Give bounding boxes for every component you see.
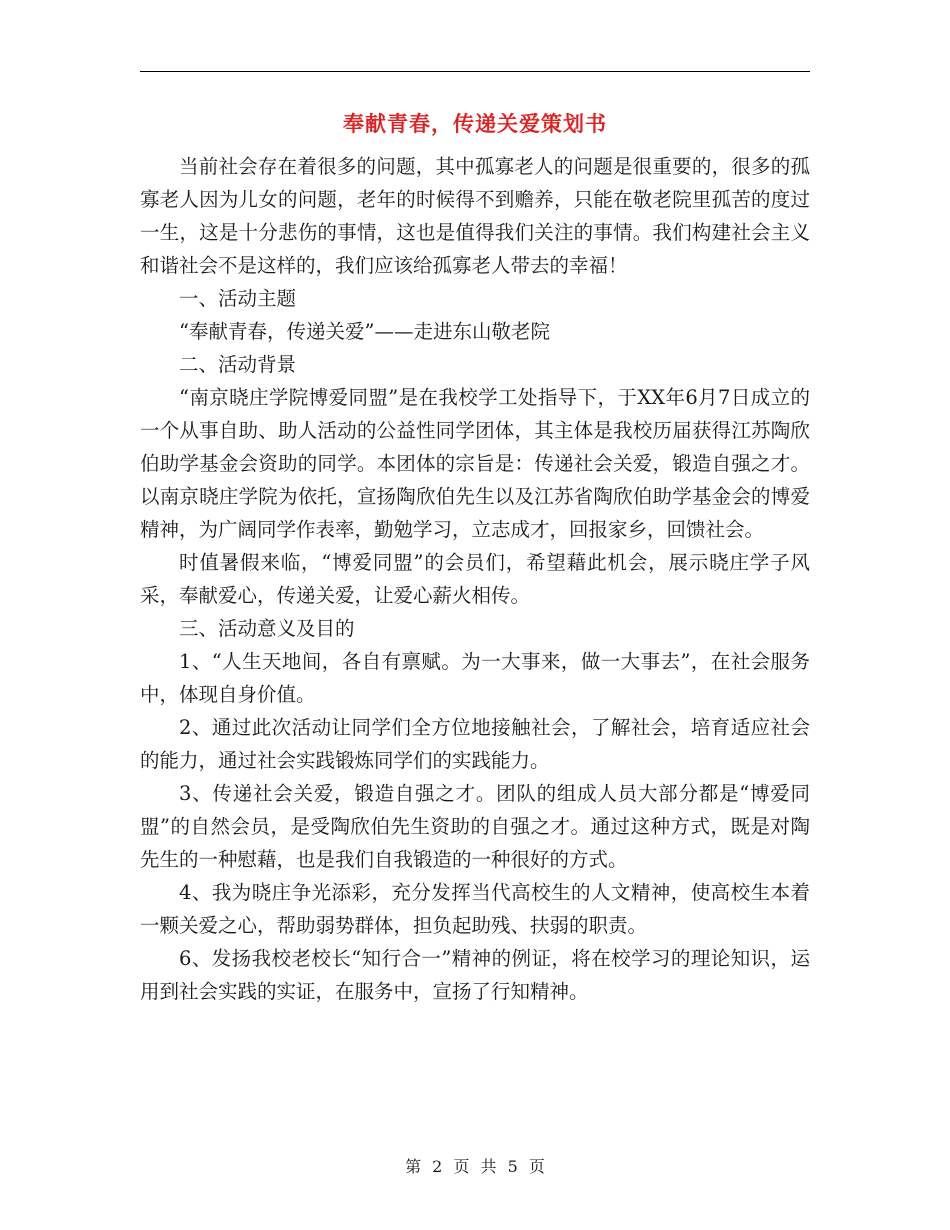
intro-paragraph: 当前社会存在着很多的问题，其中孤寡老人的问题是很重要的，很多的孤寡老人因为儿女的问题，老年的时候得不到赡养，只能在敬老院里孤苦的度过一生，这是十分悲伤的事情，这也是值得我们关注的事情。我们构建社会主义和谐社会不是这样的，我们应该给孤寡老人带去的幸福！ (140, 155, 810, 277)
document-title: 奉献青春，传递关爱策划书 (343, 112, 607, 136)
background-paragraph: “南京晓庄学院博爱同盟”是在我校学工处指导下，于XX年6月7日成立的一个从事自助、助人活动的公益性同学团体，其主体是我校历届获得江苏陶欣伯助学基金会资助的同学。本团体的宗旨是：传递社会关爱，锻造自强之才。以南京晓庄学院为依托，宣扬陶欣伯先生以及江苏省陶欣伯助学基金会的博爱精神，为广阔同学作表率，勤勉学习，立志成才，回报家乡，回馈社会。 (140, 386, 810, 541)
purpose-item-4: 4、我为晓庄争光添彩，充分发挥当代高校生的人文精神，使高校生本着一颗关爱之心，帮助弱势群体，担负起助残、扶弱的职责。 (140, 881, 810, 937)
section-heading-theme: 一、活动主题 (179, 287, 297, 310)
purpose-item-6: 6、发扬我校老校长“知行合一”精神的例证，将在校学习的理论知识，运用到社会实践的实证，在服务中，宣扬了行知精神。 (140, 947, 810, 1003)
theme-paragraph: “奉献青春，传递关爱”——走进东山敬老院 (179, 320, 550, 343)
purpose-item-2: 2、通过此次活动让同学们全方位地接触社会，了解社会，培育适应社会的能力，通过社会实践锻炼同学们的实践能力。 (140, 716, 810, 772)
section-heading-background: 二、活动背景 (179, 353, 297, 376)
purpose-item-1: 1、“人生天地间，各自有禀赋。为一大事来，做一大事去”，在社会服务中，体现自身价值。 (140, 650, 810, 706)
document-body (140, 150, 810, 1008)
summer-paragraph: 时值暑假来临，“博爱同盟”的会员们，希望藉此机会，展示晓庄学子风采，奉献爱心，传递关爱，让爱心薪火相传。 (140, 551, 810, 607)
section-heading-purpose: 三、活动意义及目的 (179, 617, 355, 640)
page-number-footer: 第 2 页 共 5 页 (405, 1157, 545, 1176)
purpose-item-3: 3、传递社会关爱，锻造自强之才。团队的组成人员大部分都是“博爱同盟”的自然会员，是受陶欣伯先生资助的自强之才。通过这种方式，既是对陶先生的一种慰藉，也是我们自我锻造的一种很好的方式。 (140, 782, 810, 871)
header-divider (140, 71, 810, 72)
